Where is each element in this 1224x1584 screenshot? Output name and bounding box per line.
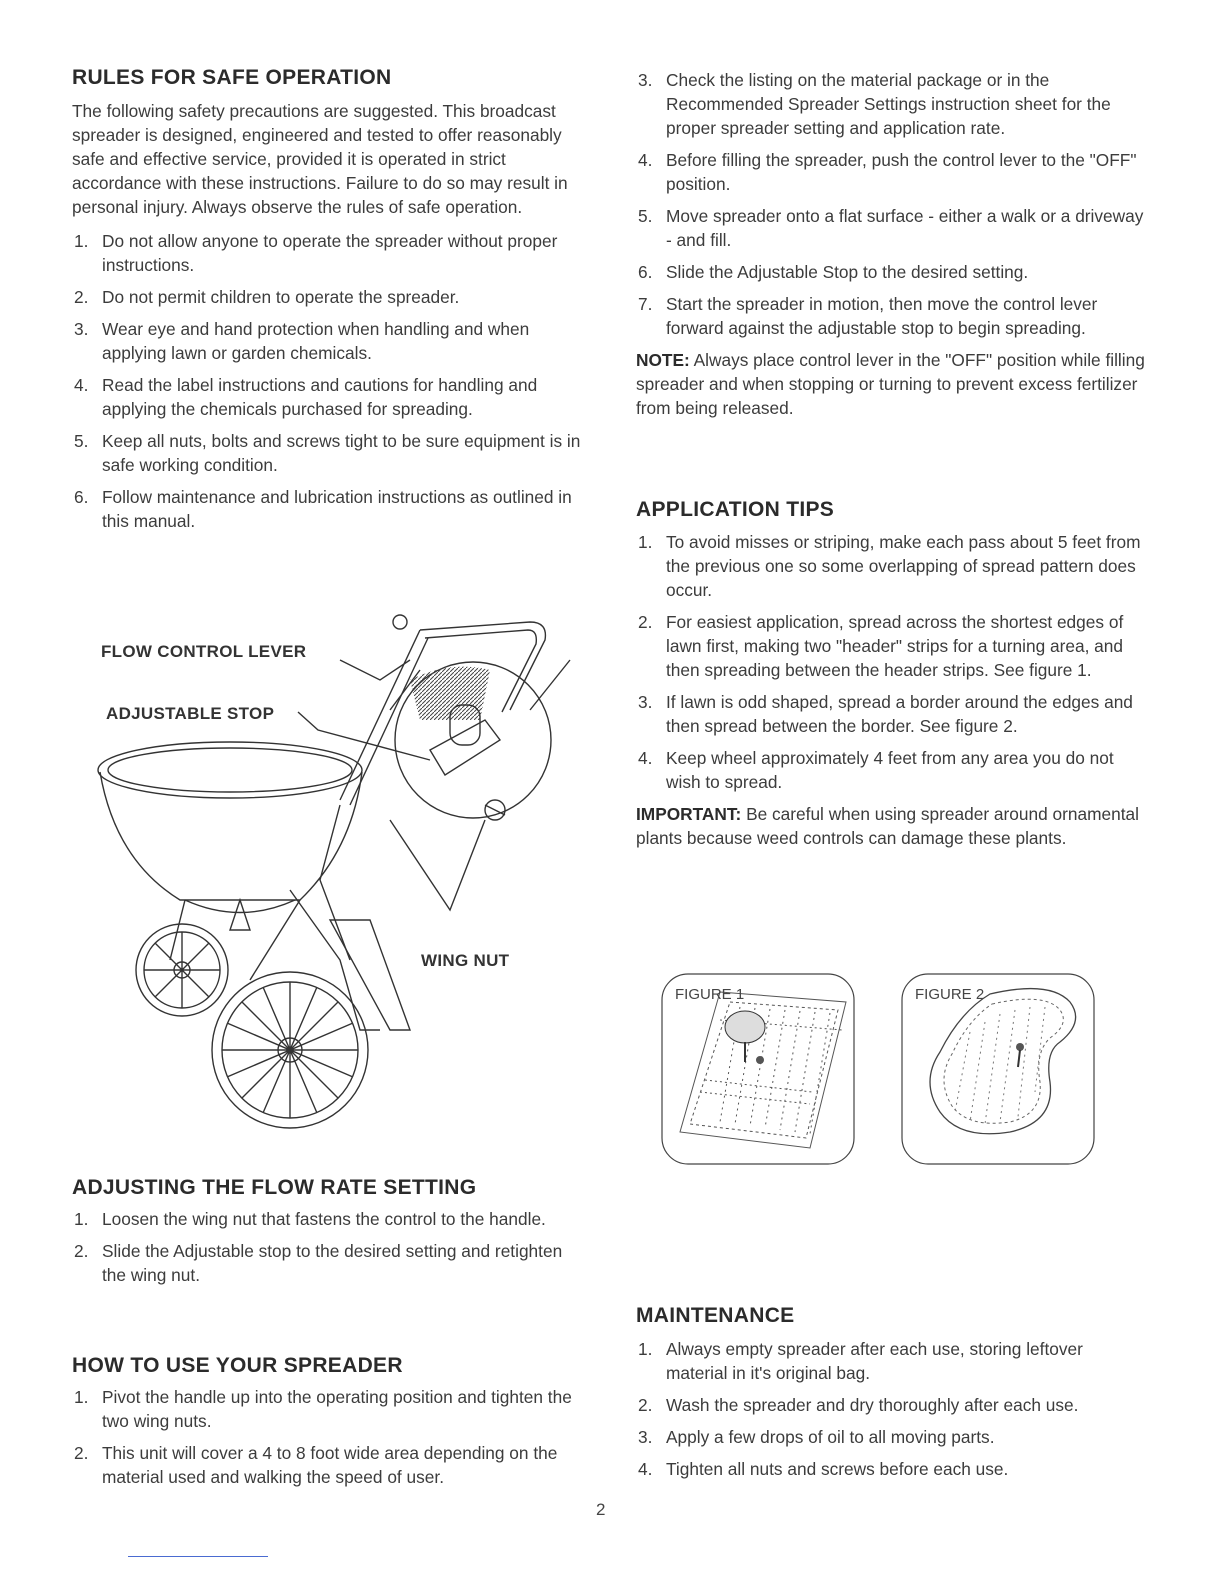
list-item: 3. Apply a few drops of oil to all moving parts. xyxy=(638,1427,995,1447)
note-label: NOTE: xyxy=(636,350,690,370)
list-item: 2. This unit will cover a 4 to 8 foot wide area depending on the material used and walking the speed of user. xyxy=(74,1443,558,1487)
howto-section-left xyxy=(72,1354,584,1497)
howto-section-right xyxy=(636,68,1148,420)
spreader-drawing xyxy=(90,600,590,1130)
adjusting-title: ADJUSTING THE FLOW RATE SETTING xyxy=(72,1176,477,1199)
spreader-illustration xyxy=(90,600,590,1130)
list-item: 1. Pivot the handle up into the operating position and tighten the two wing nuts. xyxy=(74,1387,572,1431)
tips-section xyxy=(636,498,1148,850)
figure-1 xyxy=(660,972,856,1166)
list-item: 1. Always empty spreader after each use, storing leftover material in it's original bag. xyxy=(638,1339,1083,1383)
howto-list-part2 xyxy=(636,68,1148,340)
rules-list xyxy=(72,229,584,533)
list-item: 2. For easiest application, spread across the shortest edges of lawn first, making two "header" strips for a turning area, and then spreading between the header strips. See figure 1. xyxy=(638,612,1124,680)
howto-title: HOW TO USE YOUR SPREADER xyxy=(72,1354,403,1377)
tips-title: APPLICATION TIPS xyxy=(636,498,835,521)
page-number: 2 xyxy=(596,1500,606,1519)
list-item: 1. To avoid misses or striping, make each pass about 5 feet from the previous one so some overlapping of spread pattern does occur. xyxy=(638,532,1141,600)
adjusting-section xyxy=(72,1176,584,1295)
note-text: Always place control lever in the "OFF" position while filling spreader and when stopping or turning to prevent excess fertilizer from being released. xyxy=(636,350,1145,418)
figure-2-drawing xyxy=(900,972,1096,1166)
list-item: 3. Wear eye and hand protection when handling and when applying lawn or garden chemicals. xyxy=(74,319,530,363)
maintenance-section xyxy=(636,1304,1148,1489)
list-item: 4. Read the label instructions and cautions for handling and applying the chemicals purchased for spreading. xyxy=(74,375,538,419)
wing-nut-label: WING NUT xyxy=(421,951,510,970)
tips-list xyxy=(636,530,1148,794)
list-item: 2. Do not permit children to operate the spreader. xyxy=(74,287,460,307)
rules-section xyxy=(72,66,584,541)
list-item: 4. Keep wheel approximately 4 feet from any area you do not wish to spread. xyxy=(638,748,1114,792)
important-text: Be careful when using spreader around ornamental plants because weed controls can damage these plants. xyxy=(636,804,1139,848)
list-item: 5. Keep all nuts, bolts and screws tight to be sure equipment is in safe working condition. xyxy=(74,431,581,475)
note-paragraph xyxy=(636,348,1148,420)
rules-title: RULES FOR SAFE OPERATION xyxy=(72,66,392,89)
list-item: 2. Wash the spreader and dry thoroughly after each use. xyxy=(638,1395,1079,1415)
list-item: 1. Loosen the wing nut that fastens the control to the handle. xyxy=(74,1209,546,1229)
list-item: 7. Start the spreader in motion, then move the control lever forward against the adjustable stop to begin spreading. xyxy=(638,294,1098,338)
adjustable-stop-label: ADJUSTABLE STOP xyxy=(106,704,275,723)
list-item: 6. Follow maintenance and lubrication instructions as outlined in this manual. xyxy=(74,487,572,531)
list-item: 3. If lawn is odd shaped, spread a border around the edges and then spread between the border. See figure 2. xyxy=(638,692,1133,736)
important-paragraph xyxy=(636,802,1148,850)
figure-2 xyxy=(900,972,1096,1166)
list-item: 4. Tighten all nuts and screws before each use. xyxy=(638,1459,1009,1479)
list-item: 2. Slide the Adjustable stop to the desired setting and retighten the wing nut. xyxy=(74,1241,563,1285)
howto-list-part1 xyxy=(72,1385,584,1489)
flow-control-lever-label: FLOW CONTROL LEVER xyxy=(101,642,307,661)
list-item: 1. Do not allow anyone to operate the spreader without proper instructions. xyxy=(74,231,558,275)
figure-1-drawing xyxy=(660,972,856,1166)
list-item: 5. Move spreader onto a flat surface - either a walk or a driveway - and fill. xyxy=(638,206,1144,250)
list-item: 3. Check the listing on the material package or in the Recommended Spreader Settings instruction sheet for the proper spreader setting and application rate. xyxy=(638,70,1111,138)
maintenance-list xyxy=(636,1337,1148,1481)
adjusting-list xyxy=(72,1207,584,1287)
figure-1-label: FIGURE 1 xyxy=(675,986,745,1003)
list-item: 4. Before filling the spreader, push the control lever to the "OFF" position. xyxy=(638,150,1137,194)
list-item: 6. Slide the Adjustable Stop to the desired setting. xyxy=(638,262,1029,282)
important-label: IMPORTANT: xyxy=(636,804,742,824)
maintenance-title: MAINTENANCE xyxy=(636,1304,795,1327)
bottom-rule xyxy=(128,1556,268,1557)
rules-intro: The following safety precautions are suggested. This broadcast spreader is designed, engineered and tested to offer reasonably safe and effective service, provided it is operated in strict accordance with these instructions. Failure to do so may result in personal injury. Always observe the rules of safe operation. xyxy=(72,101,568,217)
figure-2-label: FIGURE 2 xyxy=(915,986,985,1003)
